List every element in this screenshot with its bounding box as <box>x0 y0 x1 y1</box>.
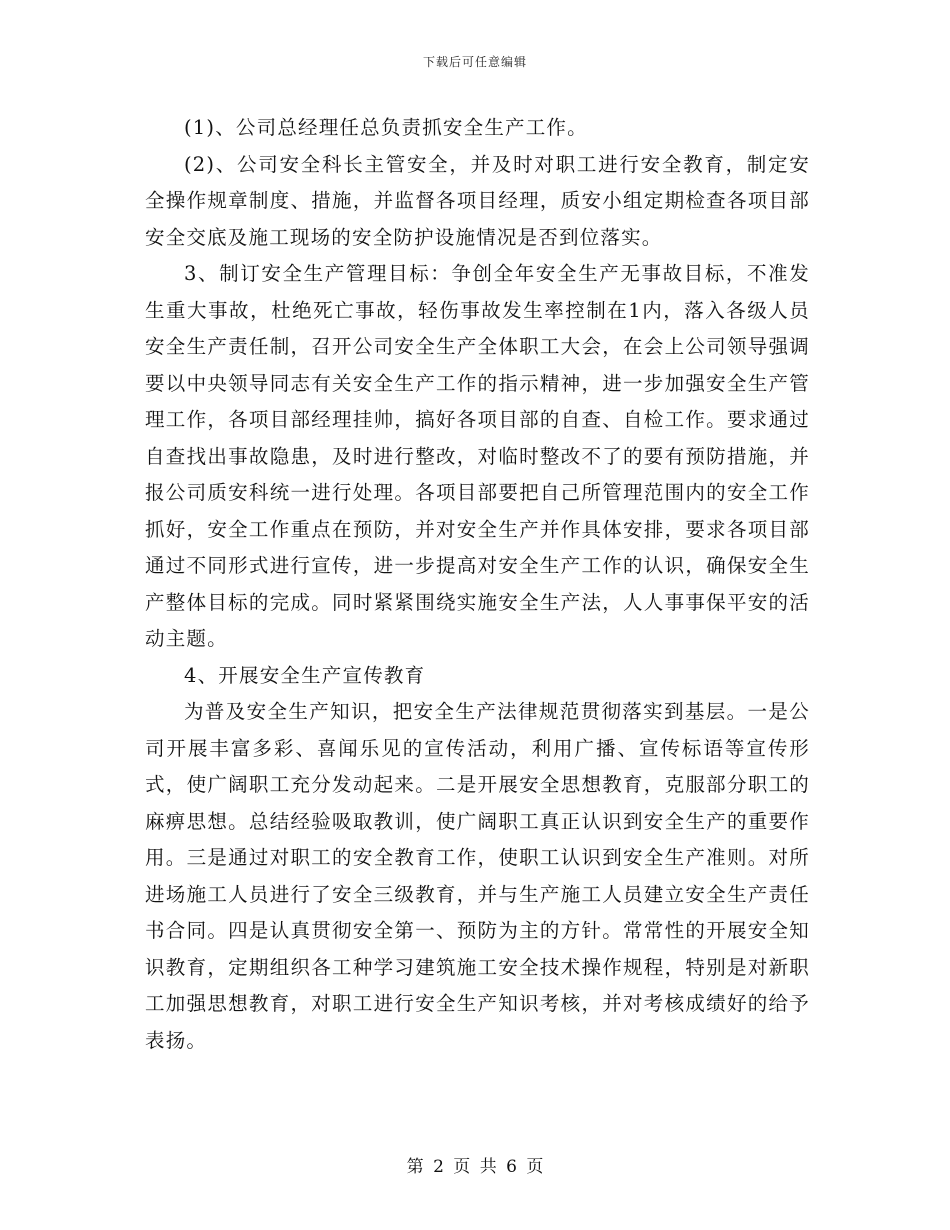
page-header: 下载后可任意编辑 <box>422 55 527 69</box>
document-body <box>145 110 810 1059</box>
paragraph-item-2: (2)、公司安全科长主管安全，并及时对职工进行安全教育，制定安全操作规章制度、措施，并监督各项目经理，质安小组定期检查各项目部安全交底及施工现场的安全防护设施情况是否到位落实。 <box>145 152 810 249</box>
paragraph-item-1: (1)、公司总经理任总负责抓安全生产工作。 <box>184 116 588 139</box>
paragraph-heading-education: 4、开展安全生产宣传教育 <box>184 663 426 687</box>
page-number: 第 2 页 共 6 页 <box>406 1157 544 1177</box>
paragraph-education-body: 为普及安全生产知识，把安全生产法律规范贯彻落实到基层。一是公司开展丰富多彩、喜闻乐见的宣传活动，利用广播、宣传标语等宣传形式，使广阔职工充分发动起来。二是开展安全思想教育，克服部分职工的麻痹思想。总结经验吸取教训，使广阔职工真正认识到安全生产的重要作用。三是通过对职工的安全教育工作，使职工认识到安全生产准则。对所进场施工人员进行了安全三级教育，并与生产施工人员建立安全生产责任书合同。四是认真贯彻安全第一、预防为主的方针。常常性的开展安全知识教育，定期组织各工种学习建筑施工安全技术操作规程，特别是对新职工加强思想教育，对职工进行安全生产知识考核，并对考核成绩好的给予表扬。 <box>145 700 810 1052</box>
paragraph-safety-goals: 3、制订安全生产管理目标：争创全年安全生产无事故目标，不准发生重大事故，杜绝死亡事故，轻伤事故发生率控制在1内，落入各级人员安全生产责任制，召开公司安全生产全体职工大会，在会上公司领导强调要以中央领导同志有关安全生产工作的指示精神，进一步加强安全生产管理工作，各项目部经理挂帅，搞好各项目部的自查、自检工作。要求通过自查找出事故隐患，及时进行整改，对临时整改不了的要有预防措施，并报公司质安科统一进行处理。各项目部要把自己所管理范围内的安全工作抓好，安全工作重点在预防，并对安全生产并作具体安排，要求各项目部通过不同形式进行宣传，进一步提高对安全生产工作的认识，确保安全生产整体目标的完成。同时紧紧围绕实施安全生产法，人人事事保平安的活动主题。 <box>145 262 810 650</box>
